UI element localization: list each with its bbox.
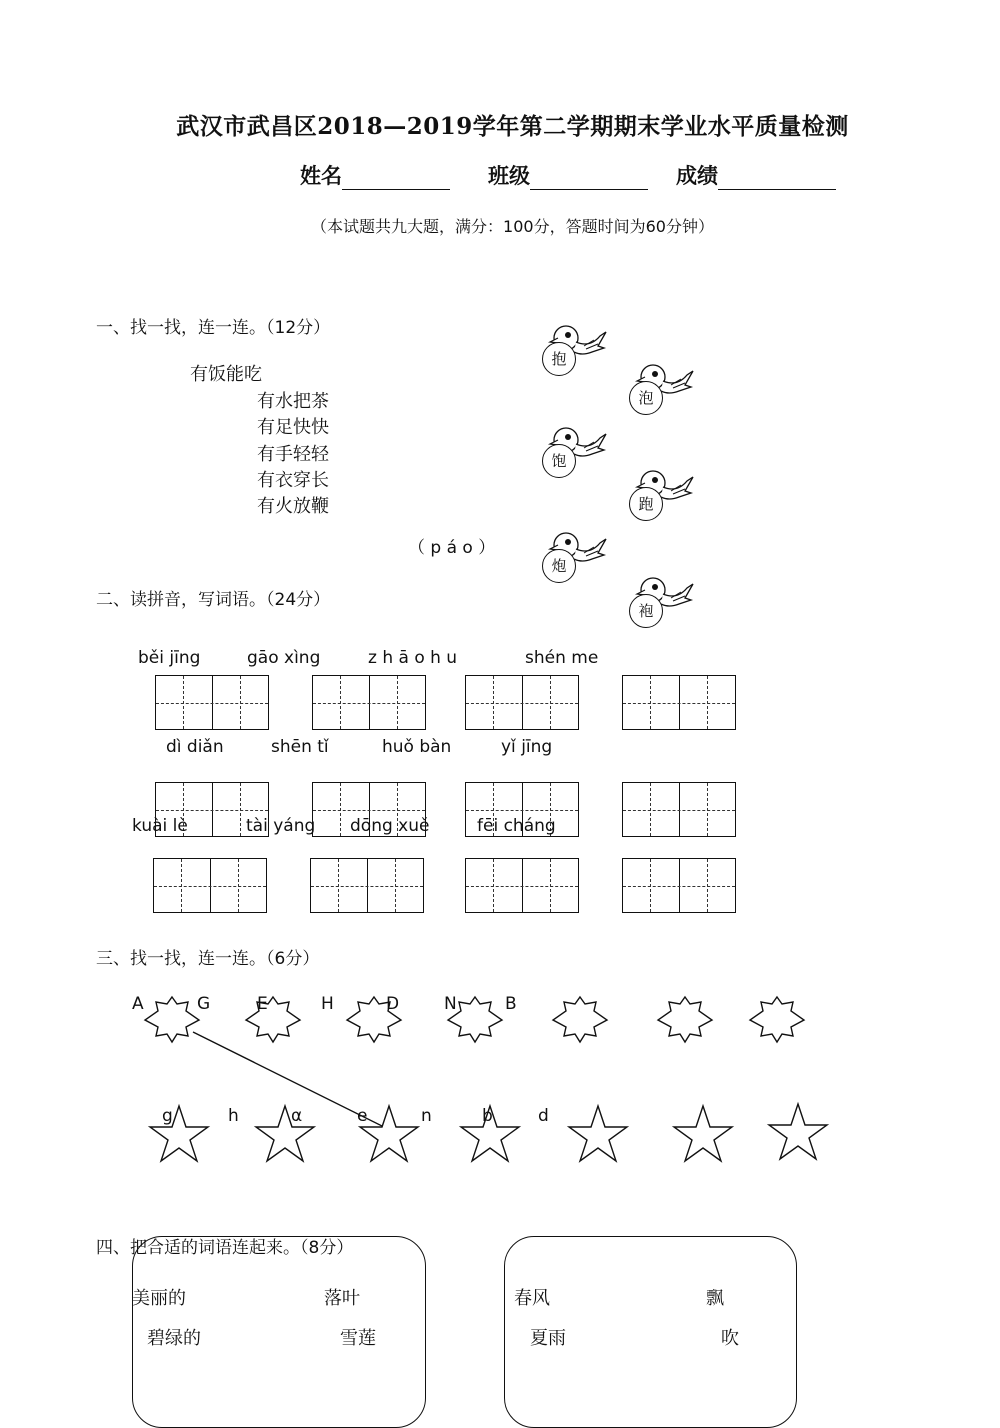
score-blank[interactable]	[718, 167, 836, 190]
bird-card[interactable]	[625, 570, 695, 630]
pinyin-label: tài yáng	[246, 816, 316, 836]
pinyin-label: dì diǎn	[166, 737, 224, 757]
upper-letter[interactable]: E	[257, 994, 268, 1014]
phrase-item: 有衣穿长	[257, 470, 329, 491]
word-item[interactable]: 雪莲	[340, 1328, 376, 1349]
lower-letter[interactable]: b	[482, 1106, 493, 1126]
pinyin-label: běi jīng	[138, 648, 201, 668]
name-blank[interactable]	[342, 167, 450, 190]
bird-char: 袍	[629, 594, 663, 628]
pinyin-label: dōng xuě	[350, 816, 430, 836]
word-item[interactable]: 落叶	[324, 1288, 360, 1309]
eight-point-star-icon	[658, 997, 712, 1042]
upper-letter[interactable]: N	[444, 994, 457, 1014]
pinyin-label: yǐ jīng	[501, 737, 553, 757]
word-item[interactable]: 碧绿的	[147, 1328, 201, 1349]
class-label: 班级	[488, 163, 530, 188]
lower-letter[interactable]: g	[162, 1106, 173, 1126]
writing-grid[interactable]	[155, 675, 269, 730]
upper-letter[interactable]: D	[386, 994, 400, 1014]
word-item[interactable]: 夏雨	[530, 1328, 566, 1349]
score-label: 成绩	[676, 163, 718, 188]
writing-grid[interactable]	[312, 675, 426, 730]
eight-point-star-icon	[750, 997, 804, 1042]
section2-heading: 二、读拼音，写词语。（24分）	[96, 590, 331, 610]
writing-grid[interactable]	[622, 782, 736, 837]
score-field[interactable]	[676, 160, 836, 190]
phrase-item: 有饭能吃	[190, 364, 262, 385]
eight-point-star-icon	[145, 997, 199, 1042]
star-icon	[674, 1106, 732, 1161]
bird-card[interactable]	[538, 318, 608, 378]
bird-card[interactable]	[625, 357, 695, 417]
lower-letter[interactable]: h	[228, 1106, 239, 1126]
name-label: 姓名	[300, 163, 342, 188]
word-item[interactable]: 吹	[721, 1328, 739, 1349]
phrase-item: 有手轻轻	[257, 444, 329, 465]
pinyin-label: shēn tǐ	[271, 737, 329, 757]
upper-letter[interactable]: H	[321, 994, 334, 1014]
bird-card[interactable]	[538, 525, 608, 585]
writing-grid[interactable]	[465, 675, 579, 730]
section1-heading: 一、找一找，连一连。（12分）	[96, 318, 331, 338]
writing-grid[interactable]	[153, 858, 267, 913]
word-item[interactable]: 春风	[514, 1288, 550, 1309]
phrase-item: 有水把茶	[257, 391, 329, 412]
phrase-item: 有火放鞭	[257, 496, 329, 517]
exam-note: （本试题共九大题，满分：100分，答题时间为60分钟）	[311, 217, 714, 236]
word-item[interactable]: 飘	[706, 1288, 724, 1309]
writing-grid[interactable]	[622, 858, 736, 913]
word-item[interactable]: 美丽的	[132, 1288, 186, 1309]
bird-char: 饱	[542, 444, 576, 478]
class-field[interactable]	[488, 160, 648, 190]
eight-point-star-icon	[553, 997, 607, 1042]
star-icon	[360, 1106, 418, 1161]
bird-char: 抱	[542, 342, 576, 376]
pinyin-label: fēi cháng	[477, 816, 556, 836]
pinyin-hint: （ p á o ）	[408, 538, 496, 558]
pinyin-label: shén me	[525, 648, 599, 668]
upper-letter[interactable]: G	[197, 994, 211, 1014]
pinyin-label: huǒ bàn	[382, 737, 452, 757]
star-icon	[150, 1106, 208, 1161]
star-icon	[569, 1106, 627, 1161]
upper-letter[interactable]: A	[132, 994, 144, 1014]
bird-char: 跑	[629, 487, 663, 521]
pinyin-label: z h ā o h u	[368, 648, 458, 668]
writing-grid[interactable]	[310, 858, 424, 913]
eight-point-star-icon	[246, 997, 300, 1042]
phrase-item: 有足快快	[257, 417, 329, 438]
bird-card[interactable]	[625, 463, 695, 523]
upper-letter[interactable]: B	[505, 994, 517, 1014]
bird-char: 炮	[542, 549, 576, 583]
star-icon	[769, 1104, 827, 1159]
star-icon	[256, 1106, 314, 1161]
page-title: 武汉市武昌区2018—2019学年第二学期期末学业水平质量检测	[176, 113, 849, 140]
lower-letter[interactable]: α	[291, 1106, 303, 1126]
lower-letter[interactable]: n	[421, 1106, 432, 1126]
lower-letter[interactable]: d	[538, 1106, 549, 1126]
lower-letter[interactable]: e	[357, 1106, 368, 1126]
writing-grid[interactable]	[465, 858, 579, 913]
bird-char: 泡	[629, 381, 663, 415]
writing-grid[interactable]	[622, 675, 736, 730]
class-blank[interactable]	[530, 167, 648, 190]
matching-shapes	[0, 990, 1000, 1170]
pinyin-label: gāo xìng	[247, 648, 321, 668]
section3-heading: 三、找一找，连一连。（6分）	[96, 949, 320, 969]
section4-heading: 四、把合适的词语连起来。（8分）	[96, 1238, 354, 1258]
pinyin-label: kuài lè	[132, 816, 188, 836]
bird-card[interactable]	[538, 420, 608, 480]
name-field[interactable]	[300, 160, 450, 190]
